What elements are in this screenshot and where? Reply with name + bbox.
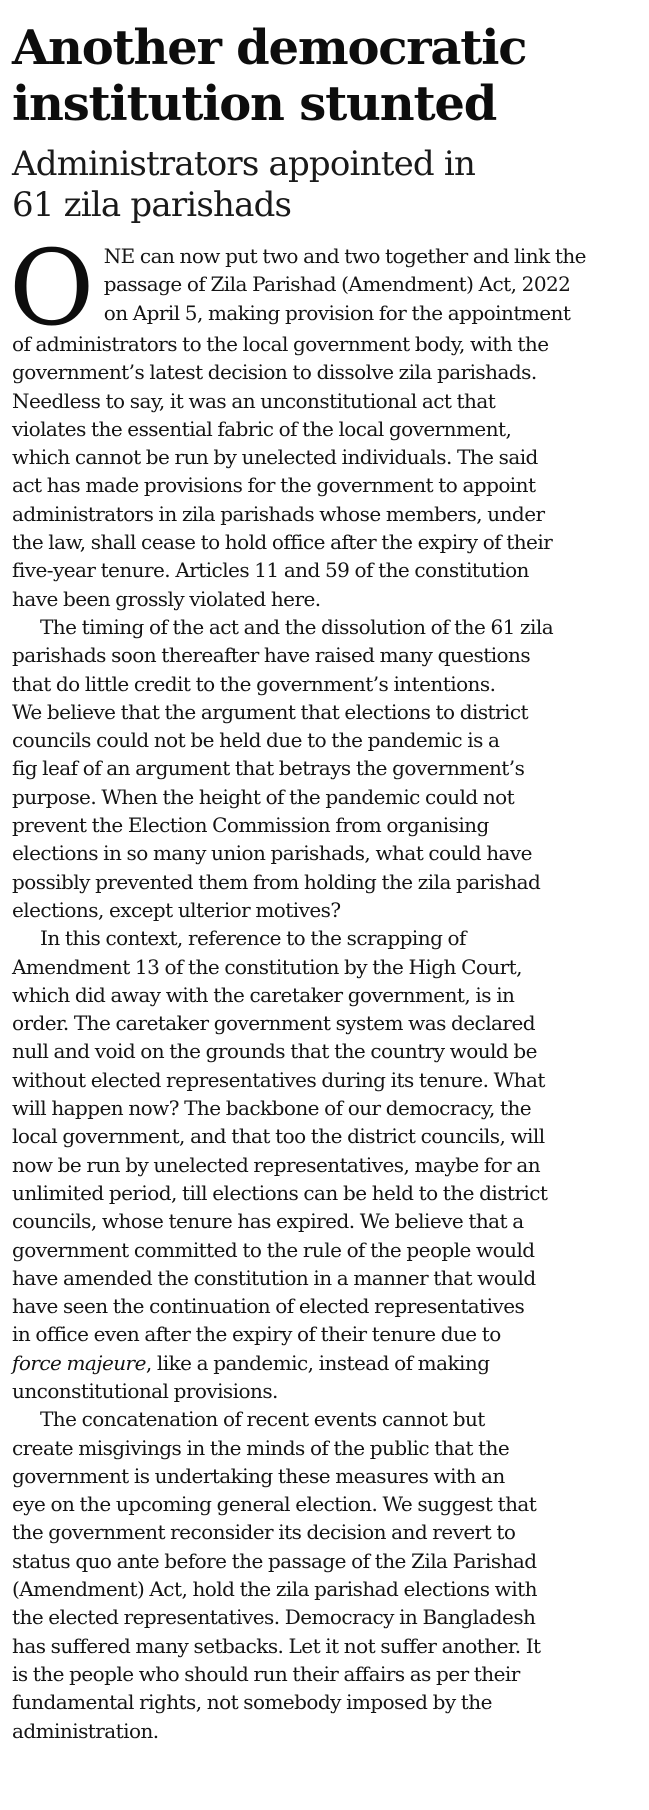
- drop-cap: O: [9, 227, 94, 349]
- text-line: passage of Zila Parishad (Amendment) Act, 2022: [103, 272, 571, 297]
- text-line: which did away with the caretaker government, is in: [12, 982, 515, 1007]
- headline: [12, 20, 641, 132]
- text-line: without elected representatives during its tenure. What: [12, 1067, 545, 1092]
- text-line: In this context, reference to the scrapping of: [40, 926, 466, 951]
- text-line: is the people who should run their affairs as per their: [12, 1661, 520, 1686]
- text-line: unlimited period, till elections can be held to the district: [12, 1180, 548, 1205]
- paragraph-1: [12, 242, 641, 613]
- text-line: local government, and that too the district councils, will: [12, 1124, 545, 1149]
- text-line: possibly prevented them from holding the zila parishad: [12, 869, 541, 894]
- text-line: [12, 1349, 641, 1377]
- paragraph-4: [12, 1405, 641, 1745]
- subheadline: [12, 144, 641, 226]
- text-line: parishads soon thereafter have raised many questions: [12, 643, 531, 668]
- text-line: violates the essential fabric of the local government,: [12, 416, 512, 441]
- text-line: which cannot be run by unelected individuals. The said: [12, 445, 538, 470]
- text-line: purpose. When the height of the pandemic could not: [12, 784, 515, 809]
- text-line: have seen the continuation of elected representatives: [12, 1294, 525, 1319]
- article-body: [9, 227, 641, 1745]
- text-line: fundamental rights, not somebody imposed by the: [12, 1690, 492, 1715]
- paragraph-3: [12, 924, 641, 1405]
- text-line: councils could not be held due to the pandemic is a: [12, 728, 500, 753]
- text-line: The concatenation of recent events cannot but: [40, 1407, 485, 1432]
- text-line: government’s latest decision to dissolve zila parishads.: [12, 360, 537, 385]
- text-line: Needless to say, it was an unconstitutional act that: [12, 388, 496, 413]
- text-line: null and void on the grounds that the country would be: [12, 1039, 537, 1064]
- text-line: government is undertaking these measures with an: [12, 1463, 505, 1488]
- paragraph-2: [12, 613, 641, 924]
- text-line: administration.: [12, 1718, 159, 1743]
- text-line: the elected representatives. Democracy in Bangladesh: [12, 1605, 536, 1630]
- headline-line: Another democratic: [12, 20, 527, 76]
- text-line: on April 5, making provision for the appointment: [103, 300, 571, 325]
- text-line: act has made provisions for the government to appoint: [12, 473, 536, 498]
- text-line: (Amendment) Act, hold the zila parishad elections with: [12, 1577, 537, 1602]
- headline-line: institution stunted: [12, 76, 497, 132]
- text-line: NE can now put two and two together and link the: [103, 244, 586, 268]
- text-line: status quo ante before the passage of the Zila Parishad: [12, 1548, 537, 1573]
- text-line: have amended the constitution in a manner that would: [12, 1265, 536, 1290]
- text-line: elections in so many union parishads, what could have: [12, 841, 532, 866]
- text-line: will happen now? The backbone of our democracy, the: [12, 1096, 532, 1121]
- text-line: have been grossly violated here.: [12, 586, 321, 611]
- text-line: fig leaf of an argument that betrays the government’s: [12, 756, 525, 781]
- text-line: order. The caretaker government system was declared: [12, 1011, 535, 1036]
- text-line: administrators in zila parishads whose members, under: [12, 501, 545, 526]
- text-line: has suffered many setbacks. Let it not suffer another. It: [12, 1633, 541, 1658]
- text-line: elections, except ulterior motives?: [12, 897, 341, 922]
- text-line: the law, shall cease to hold office after the expiry of their: [12, 530, 553, 555]
- text-line: The timing of the act and the dissolution of the 61 zila: [40, 614, 554, 639]
- text-line: of administrators to the local government body, with the: [12, 332, 549, 356]
- subheadline-line: 61 zila parishads: [12, 185, 292, 225]
- text-line: in office even after the expiry of their tenure due to: [12, 1322, 501, 1347]
- text-fragment: , like a pandemic, instead of making: [145, 1350, 490, 1375]
- text-line: create misgivings in the minds of the public that the: [12, 1435, 510, 1460]
- text-line: the government reconsider its decision and revert to: [12, 1520, 516, 1545]
- text-line: five-year tenure. Articles 11 and 59 of the constitution: [12, 558, 529, 583]
- text-line: councils, whose tenure has expired. We believe that a: [12, 1209, 524, 1234]
- text-line: that do little credit to the government’s intentions.: [12, 671, 496, 696]
- text-line: government committed to the rule of the people would: [12, 1237, 535, 1262]
- text-line: We believe that the argument that elections to district: [12, 699, 529, 724]
- italic-phrase: force majeure: [12, 1350, 146, 1375]
- text-line: eye on the upcoming general election. We suggest that: [12, 1492, 537, 1517]
- text-line: prevent the Election Commission from organising: [12, 813, 489, 838]
- text-line: unconstitutional provisions.: [12, 1378, 278, 1403]
- text-line: Amendment 13 of the constitution by the High Court,: [12, 954, 522, 979]
- subheadline-line: Administrators appointed in: [12, 144, 476, 184]
- text-line: now be run by unelected representatives, maybe for an: [12, 1152, 541, 1177]
